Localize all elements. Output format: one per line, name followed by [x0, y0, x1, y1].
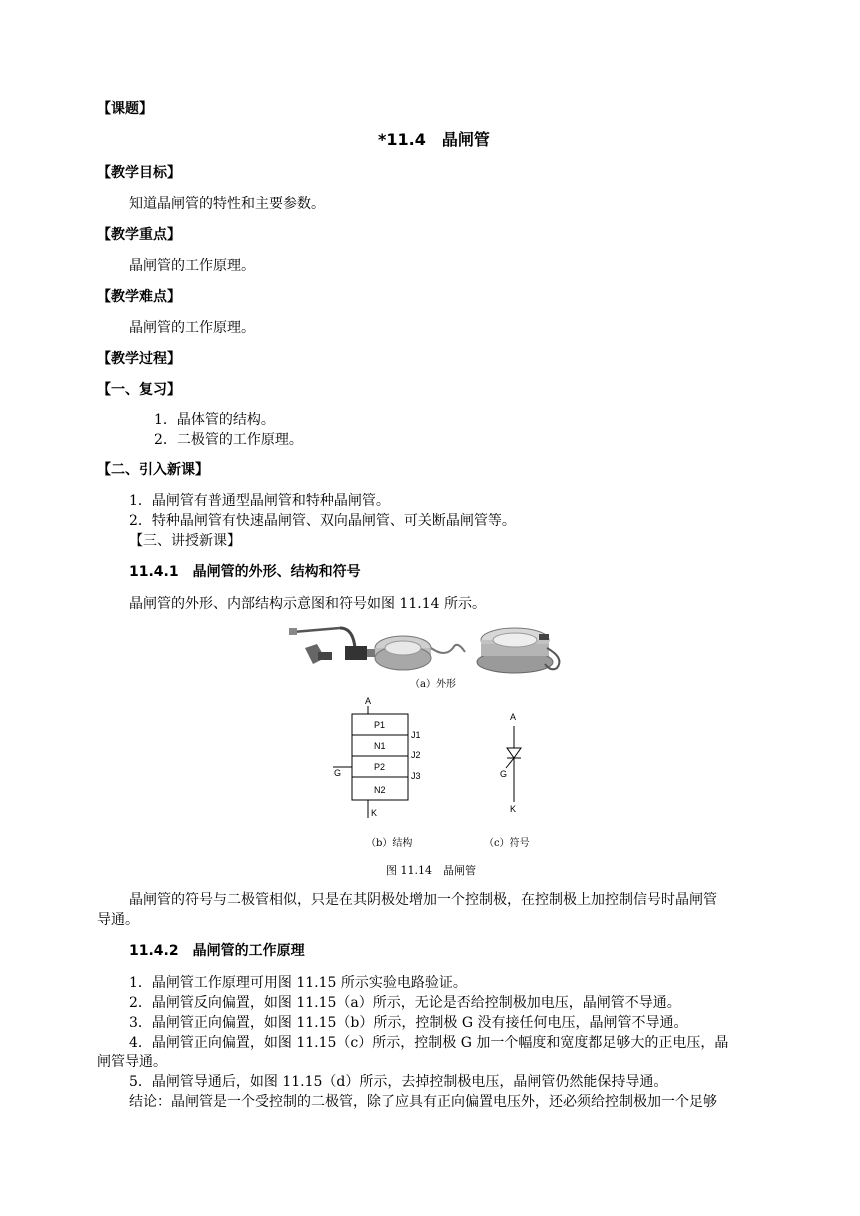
- section-2-heading: 11.4.2 晶闸管的工作原理: [129, 943, 305, 959]
- disc-thyristor-small-image: [375, 636, 465, 670]
- caption-c: （c）符号: [484, 838, 530, 849]
- intro-item-1: 1．晶闸管有普通型晶闸管和特种晶闸管。: [129, 493, 390, 509]
- principle-item-3: 3．晶闸管正向偏置，如图 11.15（b）所示，控制极 G 没有接任何电压，晶闸管不导通。: [129, 1015, 688, 1031]
- thyristor-structure-diagram: [330, 694, 440, 822]
- junction-j3: J3: [411, 771, 421, 781]
- junction-j2: J2: [411, 750, 421, 760]
- layer-p1: P1: [374, 720, 386, 730]
- cathode-label: K: [371, 808, 378, 818]
- thyristor-photos: [285, 618, 575, 676]
- principle-item-2: 2．晶闸管反向偏置，如图 11.15（a）所示，无论是否给控制极加电压，晶闸管不导通。: [129, 995, 681, 1011]
- key-points-heading: 【教学重点】: [97, 227, 181, 243]
- thyristor-symbol: [495, 710, 535, 818]
- symbol-cathode-label: K: [510, 804, 517, 814]
- review-heading: 【一、复习】: [97, 382, 181, 398]
- principle-item-1: 1．晶闸管工作原理可用图 11.15 所示实验电路验证。: [129, 975, 467, 991]
- review-item-2: 2．二极管的工作原理。: [154, 432, 303, 448]
- conclusion-line: 结论：晶闸管是一个受控制的二极管，除了应具有正向偏置电压外，还必须给控制极加一个足够: [129, 1094, 717, 1110]
- symbol-anode-label: A: [510, 712, 517, 722]
- principle-item-5: 5．晶闸管导通后，如图 11.15（d）所示，去掉控制极电压，晶闸管仍然能保持导通。: [129, 1074, 668, 1090]
- process-heading: 【教学过程】: [97, 351, 181, 367]
- objectives-text: 知道晶闸管的特性和主要参数。: [129, 196, 325, 212]
- section-1-intro: 晶闸管的外形、内部结构示意图和符号如图 11.14 所示。: [129, 596, 486, 612]
- symbol-paragraph-line-1: 晶闸管的符号与二极管相似，只是在其阴极处增加一个控制极，在控制极上加控制信号时晶闸管: [129, 892, 717, 908]
- page-title: *11.4 晶闸管: [378, 130, 490, 149]
- review-item-1: 1．晶体管的结构。: [154, 412, 275, 428]
- symbol-gate-label: G: [500, 769, 508, 779]
- junction-j1: J1: [411, 730, 421, 740]
- lesson-label: 【课题】: [97, 101, 153, 117]
- new-lesson-heading: 【三、讲授新课】: [129, 533, 241, 549]
- difficulties-heading: 【教学难点】: [97, 289, 181, 305]
- principle-item-4: 4．晶闸管正向偏置，如图 11.15（c）所示，控制极 G 加一个幅度和宽度都足够大的正电压，晶: [129, 1035, 729, 1051]
- figure-caption: 图 11.14 晶闸管: [386, 864, 476, 877]
- intro-item-2: 2．特种晶闸管有快速晶闸管、双向晶闸管、可关断晶闸管等。: [129, 513, 516, 529]
- layer-n1: N1: [374, 741, 386, 751]
- layer-n2: N2: [374, 785, 386, 795]
- intro-heading: 【二、引入新课】: [97, 462, 209, 478]
- principle-item-4-cont: 闸管导通。: [97, 1054, 167, 1070]
- key-points-text: 晶闸管的工作原理。: [129, 258, 255, 274]
- disc-thyristor-large-image: [477, 628, 559, 673]
- caption-a: （a）外形: [410, 679, 456, 690]
- symbol-paragraph-line-2: 导通。: [97, 912, 139, 928]
- section-1-heading: 11.4.1 晶闸管的外形、结构和符号: [129, 564, 361, 580]
- stud-thyristor-image: [289, 628, 379, 664]
- difficulties-text: 晶闸管的工作原理。: [129, 320, 255, 336]
- symbol-triangle: [507, 748, 521, 758]
- layer-p2: P2: [374, 762, 386, 772]
- anode-label: A: [365, 696, 372, 706]
- symbol-gate-lead: [506, 758, 514, 768]
- caption-b: （b）结构: [366, 838, 413, 849]
- objectives-heading: 【教学目标】: [97, 165, 181, 181]
- gate-label: G: [334, 768, 342, 778]
